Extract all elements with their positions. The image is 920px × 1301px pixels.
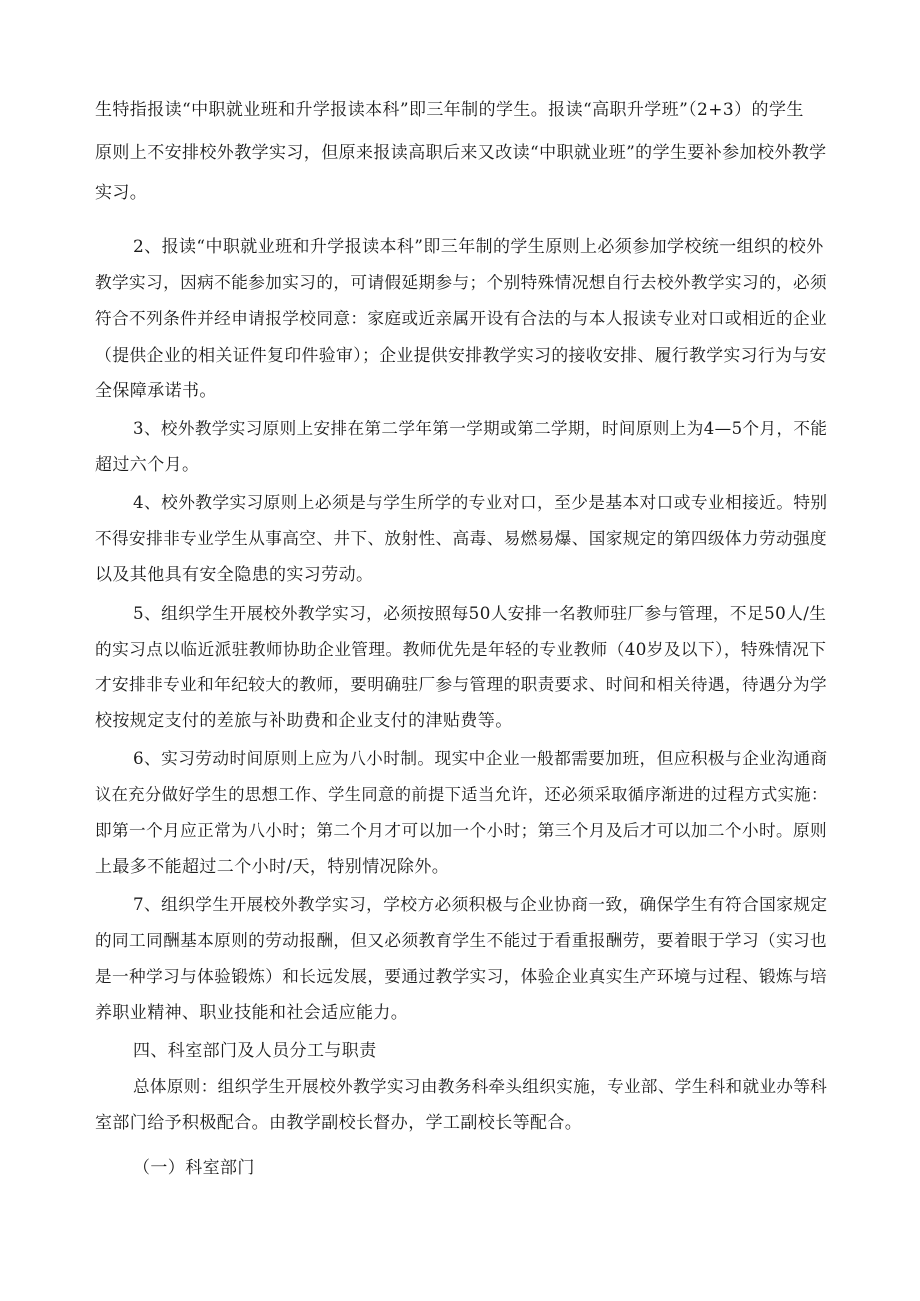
text-line: 3、校外教学实习原则上安排在第二学年第一学期或第二学期，时间原则上为4—5个月，不能: [133, 419, 828, 438]
text-line: 室部门给予积极配合。由教学副校长督办，学工副校长等配合。: [95, 1113, 583, 1133]
text-line: 4、校外教学实习原则上必须是与学生所学的专业对口，至少是基本对口或专业相接近。特别: [133, 493, 828, 512]
text-line: 校按规定支付的差旅与补助费和企业支付的津贴费等。: [95, 711, 513, 731]
text-line: 5、组织学生开展校外教学实习，必须按照每50人安排一名教师驻厂参与管理，不足50人/生: [133, 603, 827, 623]
text-line: 超过六个月。: [95, 455, 200, 475]
section-heading: 四、科室部门及人员分工与职责: [133, 1041, 377, 1061]
text-line: 即第一个月应正常为八小时；第二个月才可以加一个小时；第三个月及后才可以加二个小时。原则: [95, 821, 828, 840]
text-line: 实习。: [95, 183, 148, 203]
text-line: 7、组织学生开展校外教学实习，学校方必须积极与企业协商一致，确保学生有符合国家规定: [133, 895, 828, 914]
text-line: 符合不列条件并经申请报学校同意：家庭或近亲属开设有合法的与本人报读专业对口或相近的企业: [95, 309, 828, 328]
subsection-heading: （一）科室部门: [133, 1158, 255, 1178]
text-line: 教学实习，因病不能参加实习的，可请假延期参与；个别特殊情况想自行去校外教学实习的，必须: [95, 273, 828, 292]
text-line: 生特指报读“中职就业班和升学报读本科”即三年制的学生。报读“高职升学班”（2+3）的学生: [95, 100, 804, 120]
text-line: 不得安排非专业学生从事高空、井下、放射性、高毒、易燃易爆、国家规定的第四级体力劳动强度: [95, 529, 828, 548]
text-line: 养职业精神、职业技能和社会适应能力。: [95, 1003, 409, 1023]
text-line: 上最多不能超过二个小时/天，特别情况除外。: [95, 857, 450, 877]
text-line: 2、报读“中职就业班和升学报读本科”即三年制的学生原则上必须参加学校统一组织的校外: [133, 237, 824, 257]
text-line: 6、实习劳动时间原则上应为八小时制。现实中企业一般都需要加班，但应积极与企业沟通商: [133, 749, 828, 768]
text-line: 是一种学习与体验锻炼）和长远发展，要通过教学实习，体验企业真实生产环境与过程、锻炼与培: [95, 967, 828, 986]
text-line: 原则上不安排校外教学实习，但原来报读高职后来又改读“中职就业班”的学生要补参加校外教学: [95, 143, 827, 163]
text-line: 全保障承诺书。: [95, 381, 217, 401]
text-line: 总体原则：组织学生开展校外教学实习由教务科牵头组织实施，专业部、学生科和就业办等科: [133, 1077, 828, 1096]
text-line: 的同工同酬基本原则的劳动报酬，但又必须教育学生不能过于看重报酬劳，要着眼于学习（实习也: [95, 931, 828, 950]
text-line: 才安排非专业和年纪较大的教师，要明确驻厂参与管理的职责要求、时间和相关待遇，待遇分为学: [95, 675, 828, 694]
text-line: 以及其他具有安全隐患的实习劳动。: [95, 565, 374, 585]
text-line: （提供企业的相关证件复印件验审）；企业提供安排教学实习的接收安排、履行教学实习行为与安: [95, 345, 827, 365]
text-line: 的实习点以临近派驻教师协助企业管理。教师优先是年轻的专业教师（40岁及以下），特殊情况下: [95, 639, 827, 659]
text-line: 议在充分做好学生的思想工作、学生同意的前提下适当允许，还必须采取循序渐进的过程方式实施：: [95, 785, 828, 804]
